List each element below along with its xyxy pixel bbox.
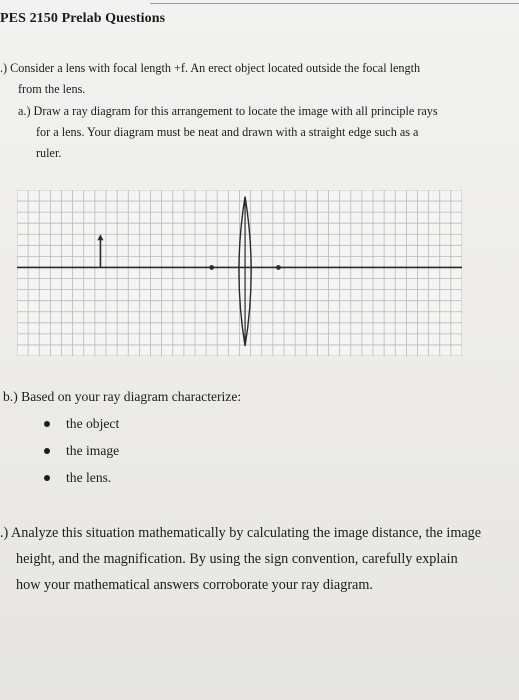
part-c-line-3: how your mathematical answers corroborate your ray diagram. bbox=[16, 577, 373, 593]
bullet-dot-icon bbox=[44, 421, 50, 427]
bullet-text-object: the object bbox=[66, 416, 120, 431]
list-item bbox=[44, 441, 119, 468]
list-item bbox=[44, 468, 119, 495]
list-item bbox=[44, 414, 119, 441]
part-a-line-3: ruler. bbox=[36, 146, 62, 160]
part-c-line-1: .) Analyze this situation mathematically by calculating the image distance, the image bbox=[0, 525, 482, 541]
bullet-dot-icon bbox=[44, 448, 50, 454]
bullet-dot-icon bbox=[44, 475, 50, 481]
question-1-part-b: b.) Based on your ray diagram characterize: bbox=[3, 389, 242, 404]
characterize-list bbox=[44, 414, 119, 495]
question-1-part-c bbox=[0, 520, 510, 598]
question-1-part-a bbox=[18, 101, 488, 164]
focal-point-left bbox=[209, 265, 214, 270]
part-c-line-2: height, and the magnification. By using the sign convention, carefully explain bbox=[16, 551, 458, 567]
ray-diagram-grid bbox=[17, 190, 462, 356]
top-rule bbox=[150, 3, 519, 4]
question-1-intro-line-2: from the lens. bbox=[18, 82, 86, 96]
part-a-line-1: a.) Draw a ray diagram for this arrangement to locate the image with all principle rays bbox=[18, 104, 438, 118]
question-1-intro-line-1: .) Consider a lens with focal length +f. An erect object located outside the focal length bbox=[0, 61, 421, 75]
question-1-intro bbox=[0, 58, 500, 100]
page-title: PES 2150 Prelab Questions bbox=[0, 11, 166, 26]
focal-point-right bbox=[276, 265, 281, 270]
bullet-text-lens: the lens. bbox=[66, 470, 112, 485]
bullet-text-image: the image bbox=[66, 443, 120, 458]
part-a-line-2: for a lens. Your diagram must be neat and drawn with a straight edge such as a bbox=[36, 125, 419, 139]
